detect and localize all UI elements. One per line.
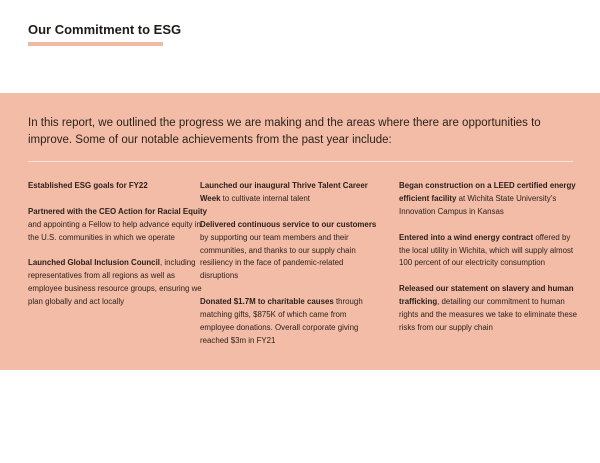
panel-divider (28, 161, 573, 162)
achievement-highlight: Launched Global Inclusion Council (28, 258, 160, 268)
achievement-highlight: Launched our inaugural Thrive Talent Career Week (200, 181, 368, 203)
achievement-detail: and appointing a Fellow to help advance equity in the U.S. communities in which we operate (28, 219, 201, 242)
achievement-highlight: Began construction on a LEED certified energy efficient facility (399, 181, 576, 203)
achievement-highlight: Entered into a wind energy contract (399, 232, 534, 242)
achievement-highlight: Partnered with the CEO Action for Racial Equity (28, 206, 208, 216)
achievement-item (399, 283, 579, 335)
esg-panel (0, 93, 600, 370)
achievement-item (28, 206, 208, 245)
intro-text: In this report, we outlined the progress we are making and the areas where there are opportunities to improve. Some of our notable achievements from the past year include: (28, 117, 541, 146)
achievement-detail: through matching gifts, $875K of which came from employee donations. Overall corporate giving reached $3m in FY21 (200, 297, 363, 345)
achievement-detail: , detailing our commitment to human rights and the measures we take to eliminate these risks from our supply chain (399, 297, 578, 332)
achievement-item (28, 257, 208, 309)
achievement-item (200, 219, 380, 284)
achievement-detail: offered by the local utility in Wichita, which will supply almost 100 percent of our electricity consumption (399, 232, 574, 268)
page-title: Our Commitment to ESG (28, 22, 182, 37)
achievement-item (200, 296, 380, 348)
achievements-column-1 (28, 180, 208, 322)
achievement-item (399, 232, 579, 271)
achievement-highlight: Released our statement on slavery and human trafficking (399, 284, 574, 307)
achievement-detail: , including representatives from all regions as well as employee business resource groups, ensuring we plan globally and act locally (28, 258, 202, 307)
achievement-detail: by supporting our team members and their communities, and thanks to our supply chain resiliency in the face of pandemic-related disruptions (200, 232, 356, 281)
achievement-detail: at Wichita State University’s Innovation Campus in Kansas (399, 193, 557, 216)
title-underline (28, 42, 163, 46)
achievement-highlight: Donated $1.7M to charitable causes (200, 297, 334, 307)
achievement-item (28, 180, 208, 193)
achievement-detail: to cultivate internal talent (220, 193, 310, 203)
achievements-column-3 (399, 180, 579, 348)
achievement-item (200, 180, 380, 206)
achievements-column-2 (200, 180, 380, 361)
achievement-highlight: Delivered continuous service to our customers (200, 219, 377, 229)
achievement-highlight: Established ESG goals for FY22 (28, 181, 148, 190)
achievement-item (399, 180, 579, 219)
